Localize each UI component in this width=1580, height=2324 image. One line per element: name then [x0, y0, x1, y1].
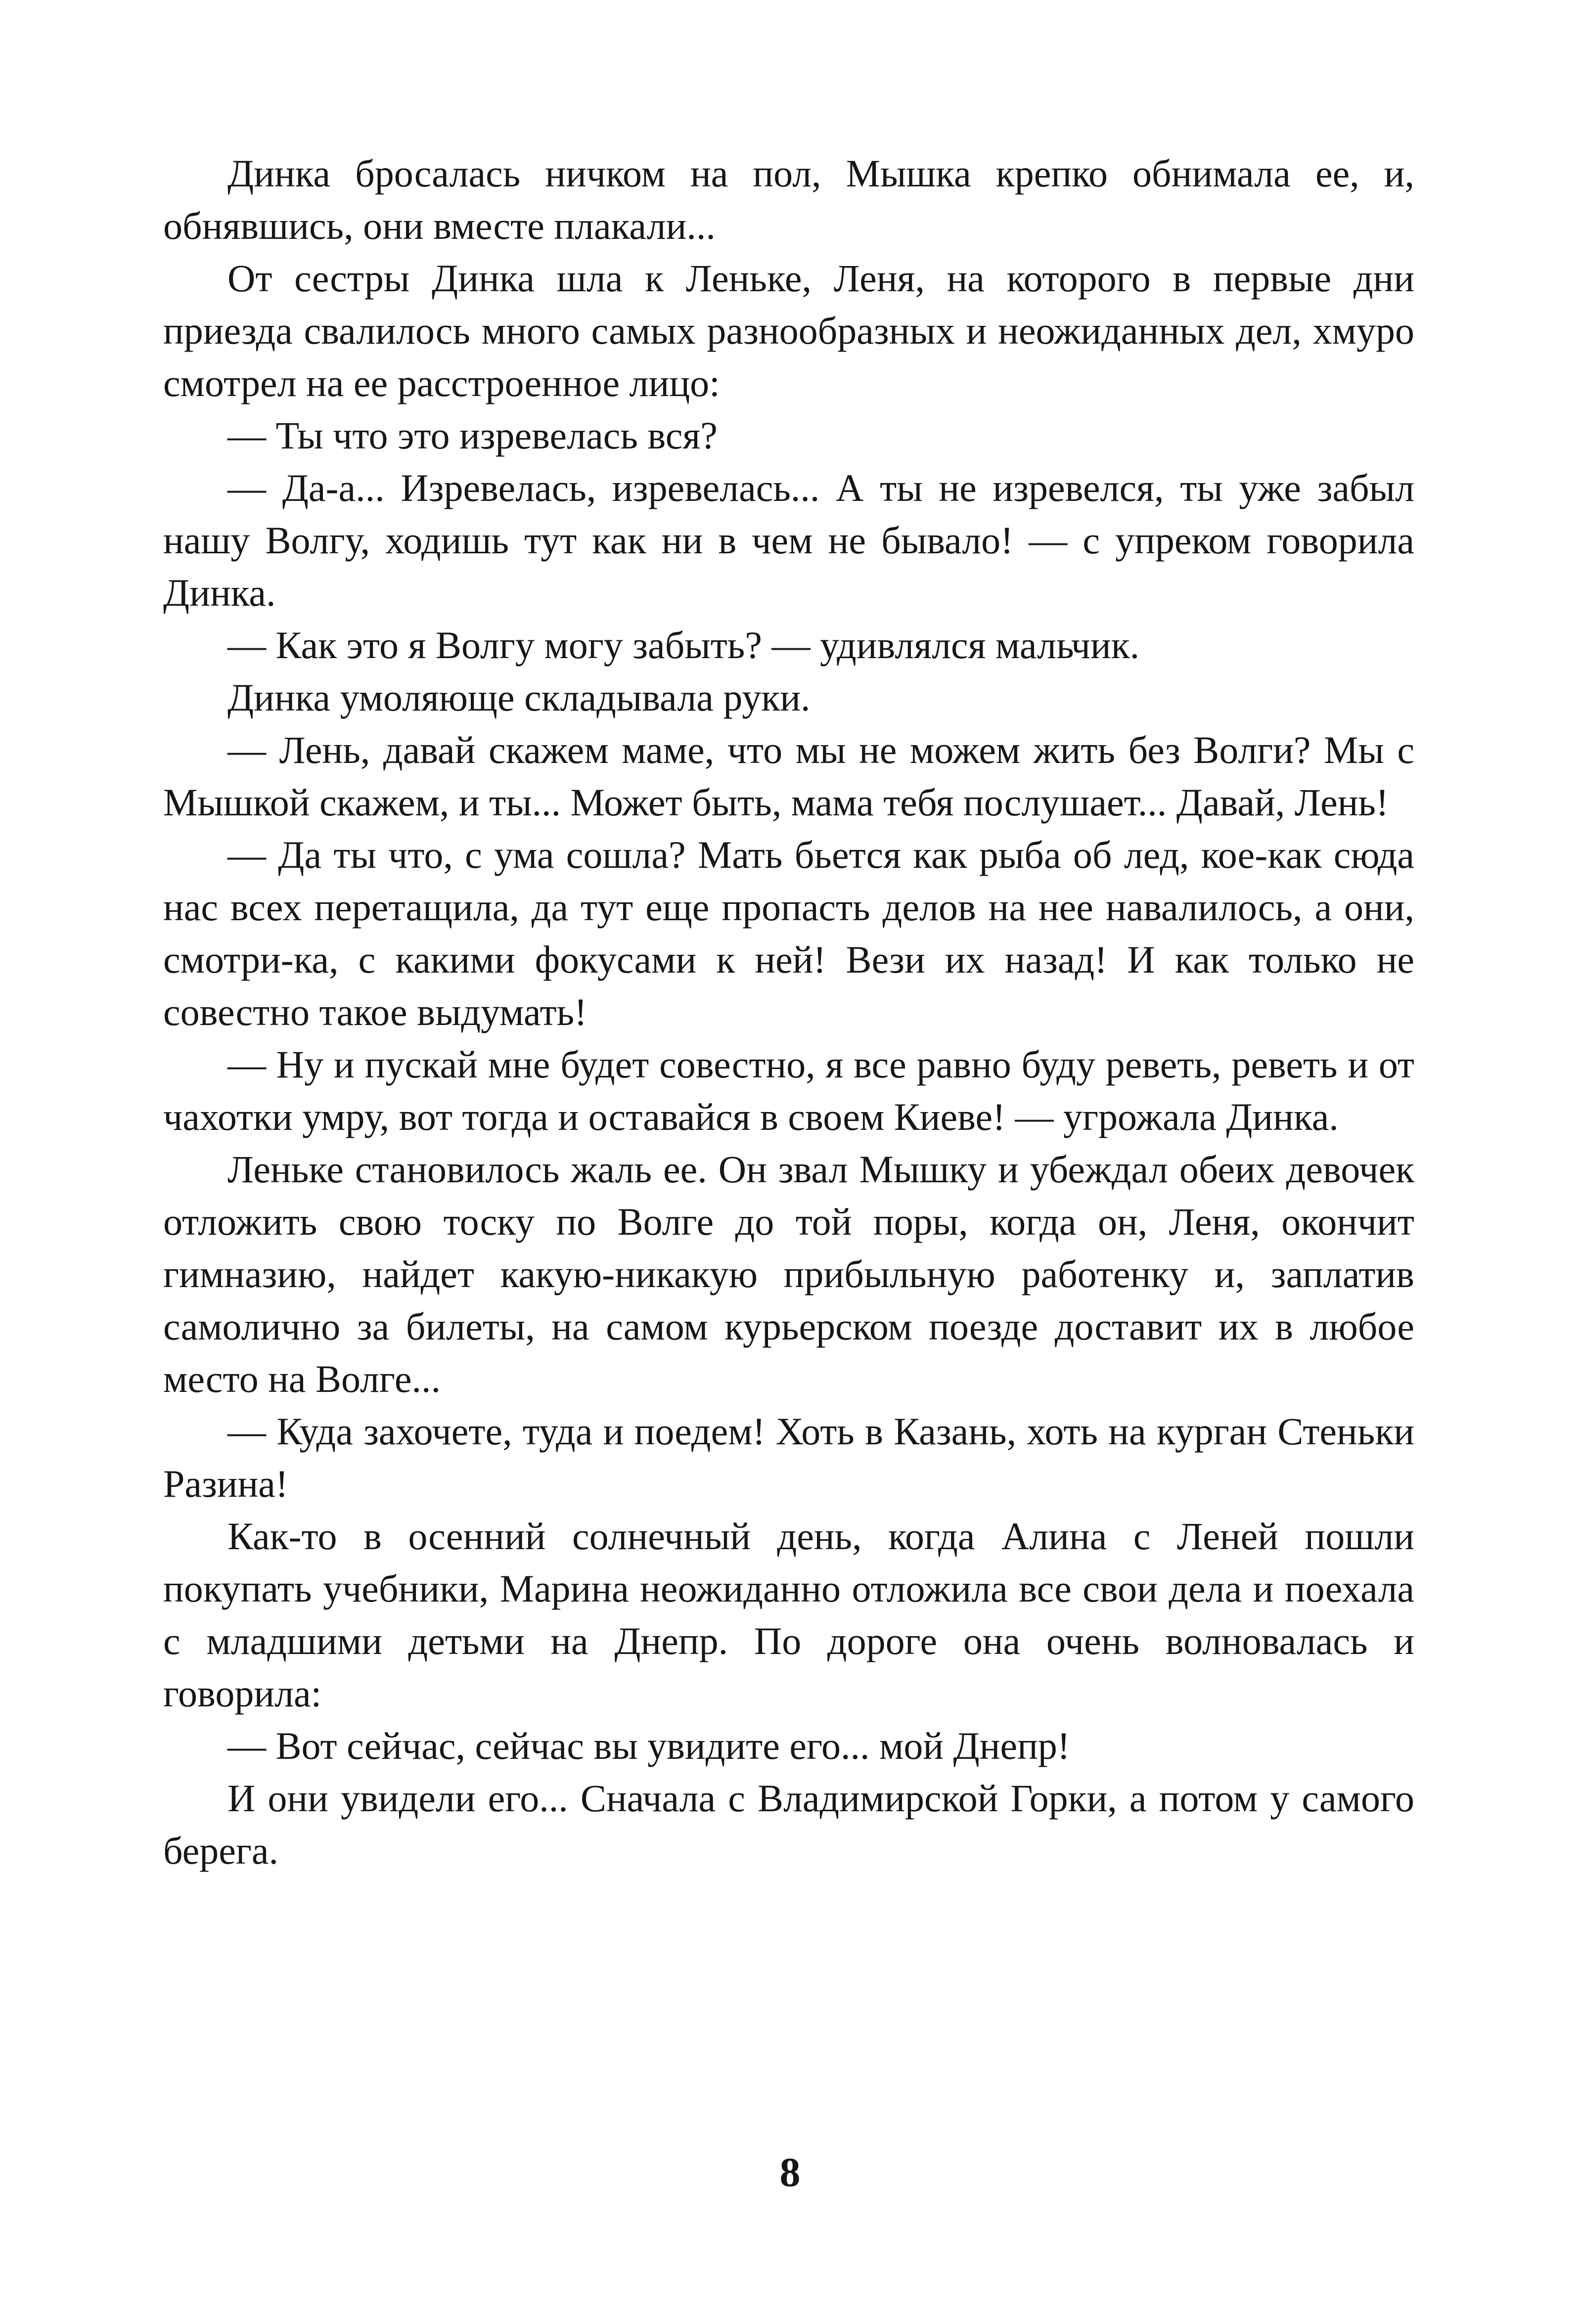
paragraph: И они увидели его... Сначала с Владимирской Горки, а потом у самого берега. — [163, 1777, 1414, 1872]
paragraph: От сестры Динка шла к Леньке, Леня, на которого в первые дни приезда свалилось много самых разнообразных и неожиданных дел, хмуро смотрел на ее расстроенное лицо: — [163, 257, 1414, 404]
page-number: 8 — [779, 2149, 801, 2195]
paragraph: Как-то в осенний солнечный день, когда Алина с Леней пошли покупать учебники, Марина неожиданно отложила все свои дела и поехала с младшими детьми на Днепр. По дороге она очень волновалась и говорила: — [163, 1515, 1414, 1715]
paragraph: Леньке становилось жаль ее. Он звал Мышку и убеждал обеих девочек отложить свою тоску по Волге до той поры, когда он, Леня, окончит гимназию, найдет какую-никакую прибыльную работенку и, заплатив самолично за билеты, на самом курьерском поезде доставит их в любое место на Волге... — [163, 1148, 1414, 1400]
paragraph: — Да-а... Изревелась, изревелась... А ты не изревелся, ты уже забыл нашу Волгу, ходишь тут как ни в чем не бывало! — с упреком говорила Динка. — [163, 466, 1414, 614]
paragraph: — Ты что это изревелась вся? — [227, 414, 718, 457]
body-text — [163, 147, 1414, 1877]
paragraph: — Вот сейчас, сейчас вы увидите его... мой Днепр! — [227, 1724, 1070, 1767]
paragraph: Динка бросалась ничком на пол, Мышка крепко обнимала ее, и, обнявшись, они вместе плакали... — [163, 152, 1414, 247]
paragraph: Динка умоляюще складывала руки. — [227, 676, 811, 719]
paragraph: — Куда захочете, туда и поедем! Хоть в Казань, хоть на курган Стеньки Разина! — [163, 1410, 1414, 1505]
paragraph: — Ну и пускай мне будет совестно, я все равно буду реветь, реветь и от чахотки умру, вот тогда и оставайся в своем Киеве! — угрожала Динка. — [163, 1043, 1414, 1138]
paragraph: — Да ты что, с ума сошла? Мать бьется как рыба об лед, кое-как сюда нас всех перетащила, да тут еще пропасть делов на нее навалилось, а они, смотри-ка, с какими фокусами к ней! Вези их назад! И как только не совестно такое выдумать! — [163, 833, 1414, 1033]
paragraph: — Как это я Волгу могу забыть? — удивлялся мальчик. — [227, 624, 1140, 667]
paragraph: — Лень, давай скажем маме, что мы не можем жить без Волги? Мы с Мышкой скажем, и ты... Может быть, мама тебя послушает... Давай, Лень! — [163, 728, 1414, 824]
